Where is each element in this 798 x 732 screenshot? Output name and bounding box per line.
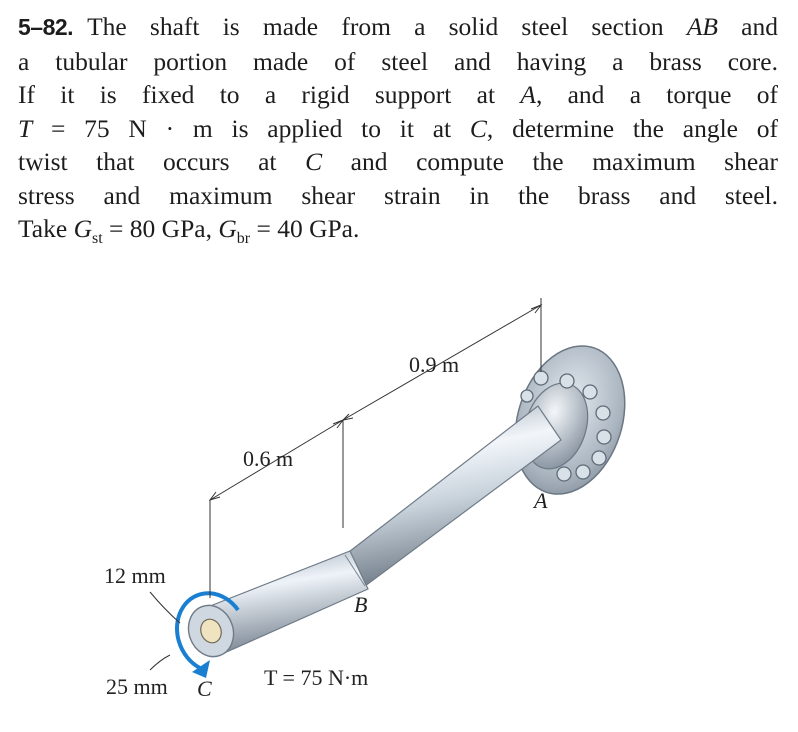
label-a: A: [534, 488, 548, 513]
solid-section-ab: [345, 406, 561, 586]
dim-0-6m: 0.6 m: [243, 446, 294, 471]
problem-line-5: twist that occurs at C and compute the maximum shear: [18, 147, 778, 176]
problem-line-2: a tubular portion made of steel and having a brass core.: [18, 46, 778, 76]
problem-number: 5–82.: [18, 14, 74, 40]
label-b: B: [354, 592, 368, 617]
label-c: C: [197, 676, 212, 701]
problem-line-4: T = 75 N · m is applied to it at C, determine the angle of: [18, 113, 778, 143]
dia-outer-25mm: 25 mm: [106, 674, 168, 699]
problem-line-1: 5–82. The shaft is made from a solid steel section AB and: [18, 12, 778, 41]
torque-label: T = 75 N·m: [264, 665, 369, 690]
problem-line-6: stress and maximum shear strain in the brass and steel.: [18, 180, 778, 210]
dia-inner-12mm: 12 mm: [104, 563, 166, 588]
problem-line-7: Take $G_{st} = 80$ GPa, $G_{br} = 40$ GPa.: [18, 214, 360, 248]
dim-0-9m: 0.9 m: [409, 352, 460, 377]
problem-line-3: If it is fixed to a rigid support at A, and a torque of: [18, 80, 778, 109]
